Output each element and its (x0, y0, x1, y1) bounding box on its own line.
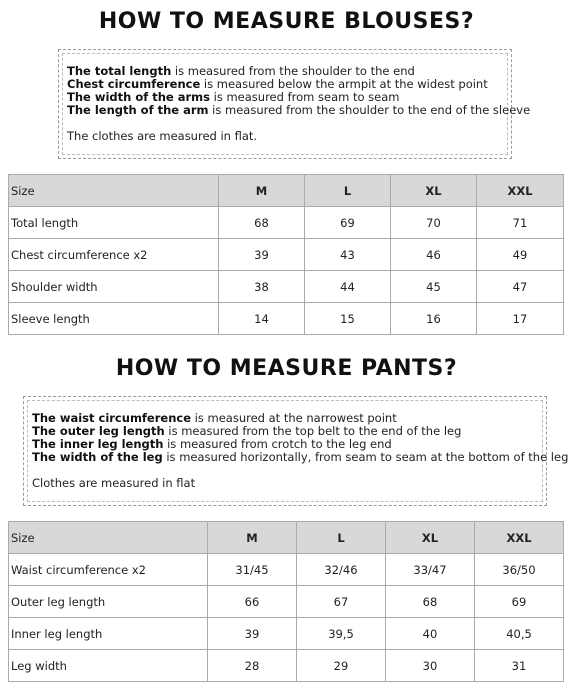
pants-info-note: Clothes are measured in flat (32, 476, 196, 490)
column-header: Size (9, 522, 208, 554)
table-cell: 49 (477, 239, 564, 271)
table-cell: 33/47 (386, 554, 475, 586)
column-header: Size (9, 175, 219, 207)
table-header-row (9, 522, 564, 554)
table-row (9, 271, 564, 303)
table-row (9, 554, 564, 586)
row-label: Sleeve length (9, 303, 219, 335)
table-cell: 36/50 (475, 554, 564, 586)
pants-info-line: The inner leg length is measured from crotch to the leg end (32, 437, 392, 451)
table-cell: 39,5 (297, 618, 386, 650)
table-row (9, 303, 564, 335)
blouses-info-line: The total length is measured from the shoulder to the end (67, 64, 415, 78)
column-header: M (219, 175, 305, 207)
pants-info-text (27, 400, 569, 502)
table-cell: 47 (477, 271, 564, 303)
column-header: XL (391, 175, 477, 207)
table-row (9, 207, 564, 239)
table-cell: 31 (475, 650, 564, 682)
table-cell: 29 (297, 650, 386, 682)
table-cell: 38 (219, 271, 305, 303)
table-cell: 15 (305, 303, 391, 335)
table-cell: 68 (219, 207, 305, 239)
table-cell: 68 (386, 586, 475, 618)
table-cell: 17 (477, 303, 564, 335)
blouses-info-note: The clothes are measured in flat. (67, 129, 258, 143)
column-header: M (208, 522, 297, 554)
table-cell: 40 (386, 618, 475, 650)
table-cell: 40,5 (475, 618, 564, 650)
table-cell: 69 (305, 207, 391, 239)
table-cell: 14 (219, 303, 305, 335)
blouses-info-text (62, 53, 531, 155)
pants-title: HOW TO MEASURE PANTS? (115, 356, 458, 381)
table-row (9, 239, 564, 271)
table-cell: 39 (219, 239, 305, 271)
column-header: L (305, 175, 391, 207)
table-row (9, 650, 564, 682)
table-cell: 43 (305, 239, 391, 271)
column-header: XXL (477, 175, 564, 207)
table-cell: 28 (208, 650, 297, 682)
pants-info-line: The width of the leg is measured horizontally, from seam to seam at the bottom of the leg (32, 450, 569, 464)
table-cell: 31/45 (208, 554, 297, 586)
table-cell: 44 (305, 271, 391, 303)
row-label: Leg width (9, 650, 208, 682)
table-row (9, 586, 564, 618)
table-cell: 45 (391, 271, 477, 303)
table-cell: 69 (475, 586, 564, 618)
row-label: Total length (9, 207, 219, 239)
table-cell: 46 (391, 239, 477, 271)
blouses-size-table (8, 174, 564, 335)
row-label: Chest circumference x2 (9, 239, 219, 271)
pants-info-line: The outer leg length is measured from the top belt to the end of the leg (32, 424, 462, 438)
table-cell: 70 (391, 207, 477, 239)
column-header: XXL (475, 522, 564, 554)
table-cell: 32/46 (297, 554, 386, 586)
table-cell: 71 (477, 207, 564, 239)
table-cell: 16 (391, 303, 477, 335)
table-cell: 30 (386, 650, 475, 682)
table-row (9, 618, 564, 650)
blouses-title: HOW TO MEASURE BLOUSES? (98, 9, 475, 34)
row-label: Waist circumference x2 (9, 554, 208, 586)
pants-info-line: The waist circumference is measured at the narrowest point (32, 411, 397, 425)
table-header-row (9, 175, 564, 207)
blouses-info-line: The width of the arms is measured from seam to seam (67, 90, 400, 104)
column-header: XL (386, 522, 475, 554)
row-label: Outer leg length (9, 586, 208, 618)
pants-measure-info (23, 396, 569, 506)
blouses-measure-info (58, 49, 531, 159)
row-label: Inner leg length (9, 618, 208, 650)
pants-size-table (8, 521, 564, 682)
row-label: Shoulder width (9, 271, 219, 303)
column-header: L (297, 522, 386, 554)
table-cell: 67 (297, 586, 386, 618)
blouses-info-line: Chest circumference is measured below the armpit at the widest point (67, 77, 488, 91)
table-cell: 66 (208, 586, 297, 618)
blouses-info-line: The length of the arm is measured from the shoulder to the end of the sleeve (67, 103, 531, 117)
table-cell: 39 (208, 618, 297, 650)
